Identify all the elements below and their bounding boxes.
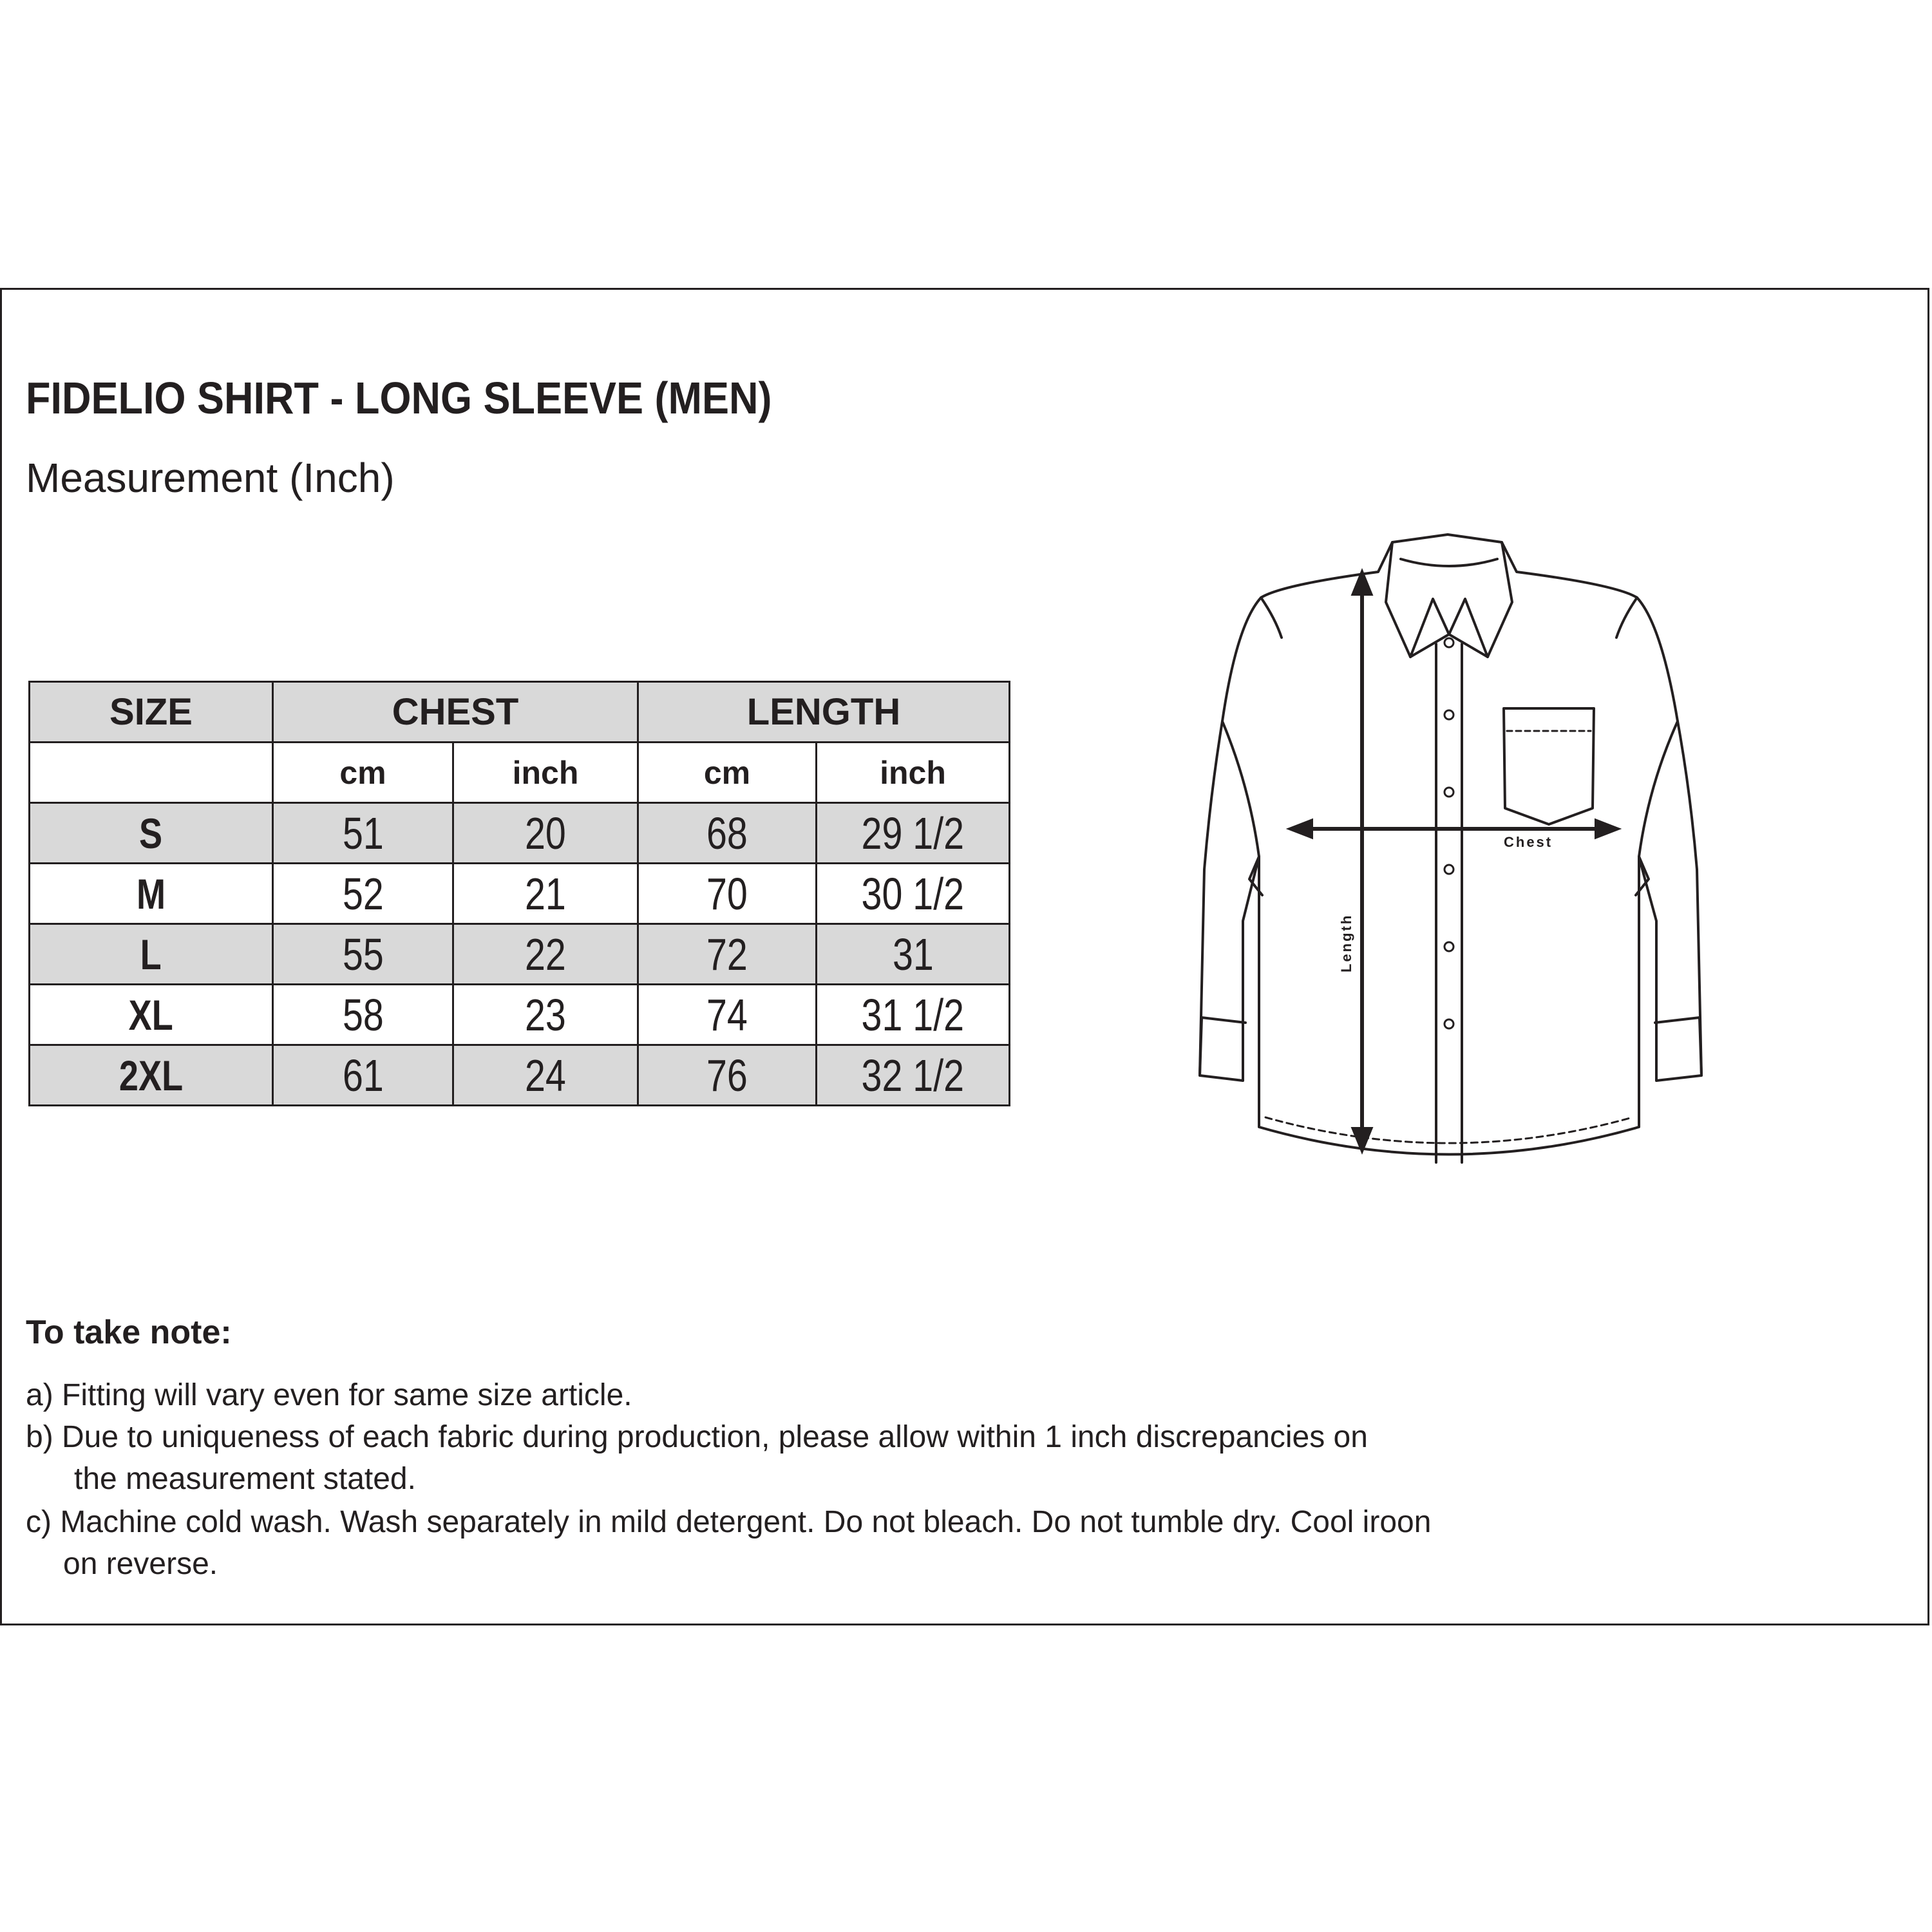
measurement-arrows	[1291, 573, 1616, 1150]
shirt-outline	[1200, 535, 1701, 1162]
size-label: L	[140, 930, 162, 978]
note-a: a) Fitting will vary even for same size article.	[26, 1378, 632, 1412]
chest-inch-cell	[453, 1045, 638, 1106]
length-arrow-head-bottom	[1354, 1129, 1370, 1150]
length-cm-value: 72	[706, 929, 748, 980]
shirt-diagram-icon	[1146, 509, 1765, 1211]
chest-label: Chest	[1504, 834, 1553, 850]
length-cm-value: 74	[706, 989, 748, 1040]
length-cm-cell	[638, 803, 817, 864]
chest-cm-value: 58	[342, 989, 384, 1040]
length-inch-cell	[817, 985, 1010, 1045]
length-inch-value: 30 1/2	[861, 868, 965, 919]
button-icon	[1444, 942, 1454, 951]
size-cell	[30, 864, 273, 924]
length-inch-value: 31	[892, 929, 934, 980]
table-header-row	[30, 682, 1010, 743]
size-table	[28, 681, 1010, 1106]
size-cell	[30, 924, 273, 985]
notes-title: To take note:	[26, 1314, 232, 1351]
button-icon	[1444, 710, 1454, 719]
button-icon	[1444, 865, 1454, 874]
header-length: LENGTH	[638, 682, 1010, 743]
chest-inch-value: 22	[525, 929, 566, 980]
chest-cm-cell	[273, 864, 453, 924]
note-b-line1: b) Due to uniqueness of each fabric during production, please allow within 1 inch discrepancies on	[26, 1420, 1368, 1454]
length-inch-cell	[817, 864, 1010, 924]
size-cell	[30, 985, 273, 1045]
button-icon	[1444, 788, 1454, 797]
table-row	[30, 924, 1010, 985]
chest-inch-value: 21	[525, 868, 566, 919]
note-c-line2: on reverse.	[63, 1547, 218, 1581]
subheader-length-inch: inch	[817, 743, 1010, 803]
note-c-line1: c) Machine cold wash. Wash separately in mild detergent. Do not bleach. Do not tumble dry. Cool iroon	[26, 1505, 1432, 1539]
chest-cm-cell	[273, 924, 453, 985]
length-inch-value: 29 1/2	[861, 808, 965, 858]
chest-inch-value: 24	[525, 1050, 566, 1101]
chest-arrow-head-right	[1596, 821, 1616, 837]
chest-cm-value: 55	[342, 929, 384, 980]
button-row	[1444, 638, 1454, 1028]
length-cm-cell	[638, 864, 817, 924]
subheader-empty	[30, 743, 273, 803]
table-subheader-row	[30, 743, 1010, 803]
header-chest: CHEST	[273, 682, 638, 743]
chest-inch-value: 20	[525, 808, 566, 858]
chest-cm-cell	[273, 803, 453, 864]
chest-cm-value: 52	[342, 868, 384, 919]
length-inch-cell	[817, 803, 1010, 864]
chest-cm-cell	[273, 985, 453, 1045]
length-cm-cell	[638, 1045, 817, 1106]
chest-inch-cell	[453, 985, 638, 1045]
chest-inch-cell	[453, 864, 638, 924]
length-label: Length	[1338, 913, 1354, 972]
length-inch-cell	[817, 924, 1010, 985]
size-label: M	[136, 869, 166, 918]
size-cell	[30, 803, 273, 864]
button-icon	[1444, 1019, 1454, 1028]
table-row	[30, 864, 1010, 924]
size-label: 2XL	[118, 1051, 184, 1099]
length-arrow-head-top	[1354, 573, 1370, 594]
chest-cm-value: 61	[342, 1050, 384, 1101]
subheader-chest-cm: cm	[273, 743, 453, 803]
chest-inch-value: 23	[525, 989, 566, 1040]
chest-arrow-head-left	[1291, 821, 1311, 837]
table-row	[30, 1045, 1010, 1106]
chest-inch-cell	[453, 924, 638, 985]
size-label: XL	[128, 990, 174, 1039]
size-cell	[30, 1045, 273, 1106]
length-cm-value: 70	[706, 868, 748, 919]
page-title: FIDELIO SHIRT - LONG SLEEVE (MEN)	[26, 373, 772, 423]
length-cm-value: 76	[706, 1050, 748, 1101]
chest-cm-value: 51	[342, 808, 384, 858]
size-label: S	[139, 809, 163, 857]
table-row	[30, 803, 1010, 864]
subheader-length-cm: cm	[638, 743, 817, 803]
chest-cm-cell	[273, 1045, 453, 1106]
note-b-line2: the measurement stated.	[74, 1462, 416, 1496]
subheader-chest-inch: inch	[453, 743, 638, 803]
chest-inch-cell	[453, 803, 638, 864]
length-inch-cell	[817, 1045, 1010, 1106]
length-inch-value: 31 1/2	[861, 989, 965, 1040]
page-subtitle: Measurement (Inch)	[26, 455, 395, 501]
button-icon	[1444, 638, 1454, 647]
table-row	[30, 985, 1010, 1045]
length-cm-cell	[638, 924, 817, 985]
length-inch-value: 32 1/2	[861, 1050, 965, 1101]
length-cm-value: 68	[706, 808, 748, 858]
header-size: SIZE	[30, 682, 273, 743]
length-cm-cell	[638, 985, 817, 1045]
